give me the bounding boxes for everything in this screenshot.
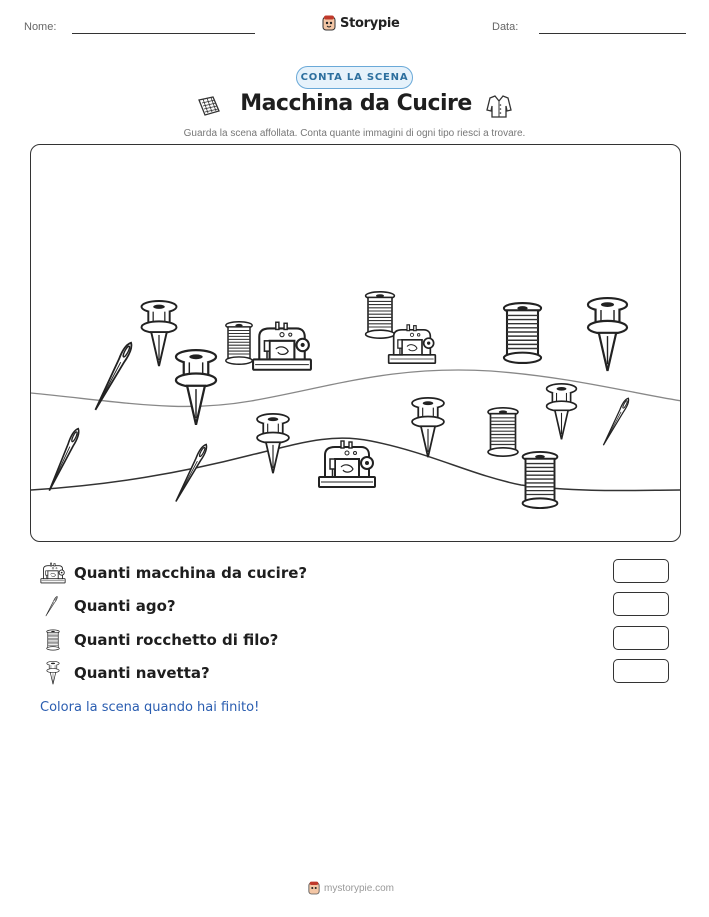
coloring-note: Colora la scena quando hai finito! — [40, 700, 260, 715]
page-title: Macchina da Cucire — [240, 91, 472, 116]
thread-wave-upper — [31, 370, 681, 406]
bobbin-item — [257, 414, 289, 473]
sewing-machine-icon — [40, 561, 66, 585]
fabric-icon — [196, 94, 222, 118]
thread-spool-item — [504, 303, 541, 363]
counting-scene — [30, 144, 681, 542]
question-text: Quanti macchina da cucire? — [74, 564, 308, 582]
bobbin-item — [412, 398, 444, 457]
shirt-icon — [486, 94, 512, 118]
sewing-machine-item — [253, 322, 311, 370]
thread-spool-item — [226, 322, 252, 365]
question-text: Quanti rocchetto di filo? — [74, 631, 279, 649]
needle-item — [601, 397, 630, 446]
thread-spool-item — [523, 452, 558, 508]
bobbin-item — [142, 301, 177, 366]
answer-box[interactable] — [613, 659, 669, 683]
bobbin-icon — [40, 661, 66, 685]
name-line[interactable] — [72, 33, 255, 34]
needle-icon — [40, 594, 66, 618]
date-label: Data: — [492, 21, 519, 33]
footer — [308, 880, 394, 896]
storypie-mascot-icon — [308, 881, 320, 895]
question-text: Quanti navetta? — [74, 664, 210, 682]
instructions: Guarda la scena affollata. Conta quante immagini di ogni tipo riesci a trovare. — [183, 128, 526, 139]
question-text: Quanti ago? — [74, 597, 176, 615]
activity-badge: CONTA LA SCENA — [296, 66, 413, 89]
footer-url[interactable]: mystorypie.com — [324, 882, 395, 894]
answer-box[interactable] — [613, 592, 669, 616]
needle-item — [173, 443, 209, 503]
bobbin-item — [176, 350, 216, 425]
sewing-machine-item — [319, 441, 375, 487]
question-row — [40, 627, 278, 653]
brand-name: Storypie — [340, 15, 400, 31]
brand-logo — [322, 13, 400, 33]
storypie-mascot-icon — [322, 15, 336, 31]
bobbin-item — [588, 298, 627, 371]
bobbin-item — [547, 384, 577, 440]
thread-spool-item — [488, 408, 518, 456]
sewing-machine-item — [389, 325, 436, 363]
answer-box[interactable] — [613, 559, 669, 583]
question-row — [40, 593, 176, 619]
needle-item — [92, 341, 134, 411]
thread-spool-item — [366, 292, 395, 338]
date-line[interactable] — [539, 33, 686, 34]
answer-box[interactable] — [613, 626, 669, 650]
needle-item — [46, 427, 81, 492]
name-label: Nome: — [24, 21, 57, 33]
question-row — [40, 660, 210, 686]
question-row — [40, 560, 307, 586]
thread-spool-icon — [40, 628, 66, 652]
